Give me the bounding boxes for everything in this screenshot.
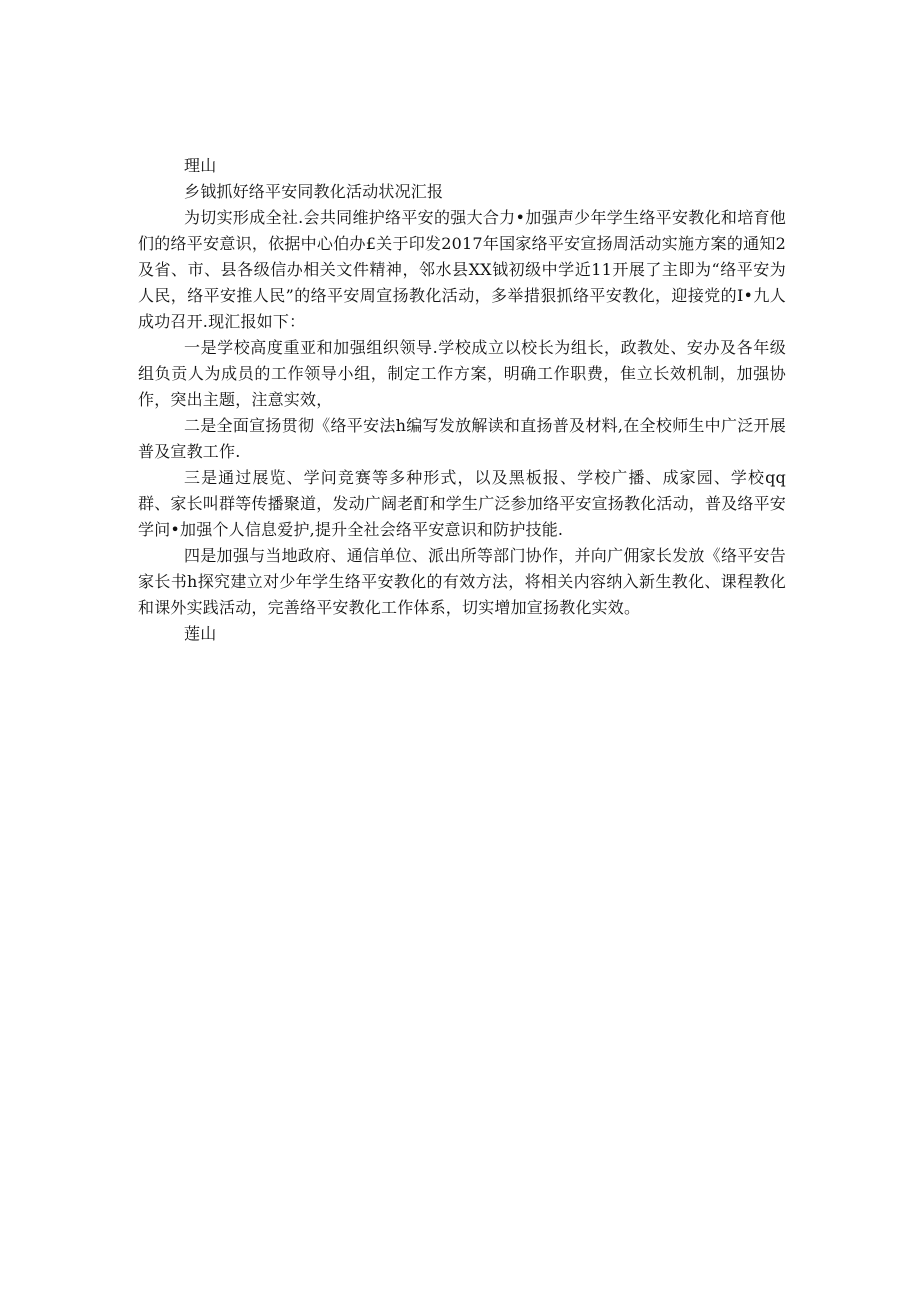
document-title: 乡钺抓好络平安同教化活动状况汇报 xyxy=(184,182,444,201)
paragraph-four: 四是加强与当地政府、通信单位、派出所等部门协作，并向广佣家长发放《络平安告家长书h探究建立对少年学生络平安教化的有效方法，将相关内容纳入新生教化、课程教化和课外实践活动，完善络平安教化工作体系，切实增加宣扬教化实效。 xyxy=(138,546,786,617)
paragraph-one: 一是学校高度重亚和加强组织领导.学校成立以校长为组长，政教处、安办及各年级组负贡人为成员的工作领导小组，制定工作方案，明确工作职费，隹立长效机制，加强协作，突出主题，注意实效， xyxy=(138,338,786,409)
paragraph-intro: 为切实形成全社.会共同维护络平安的强大合力•加强声少年学生络平安教化和培育他们的络平安意识，依据中心伯办£关于印发2017年国家络平安宣扬周活动实施方案的通知2及省、市、县各级信办相关文件精神，邻水县XX钺初级中学近11开展了主即为“络平安为人民，络平安推人民”的络平安周宣扬教化活动，多举措狠抓络平安教化，迎接党的I•九人成功召开.现汇报如下： xyxy=(138,208,786,331)
document-content xyxy=(138,153,786,647)
paragraph-two: 二是全面宣扬贯彻《络平安法h编写发放解读和直扬普及材料,在全校师生中广泛开展普及宣教工作. xyxy=(138,416,786,461)
paragraph-three: 三是通过展览、学问竞赛等多种形式，以及黑板报、学校广播、成家园、学校qq群、家长叫群等传播聚道，发动广阔老酊和学生广泛参加络平安宣扬教化活动，普及络平安学问•加强个人信息爱护,提升全社会络平安意识和防护技能. xyxy=(138,468,787,539)
document-footer: 莲山 xyxy=(184,624,217,643)
document-heading: 理山 xyxy=(184,156,217,175)
